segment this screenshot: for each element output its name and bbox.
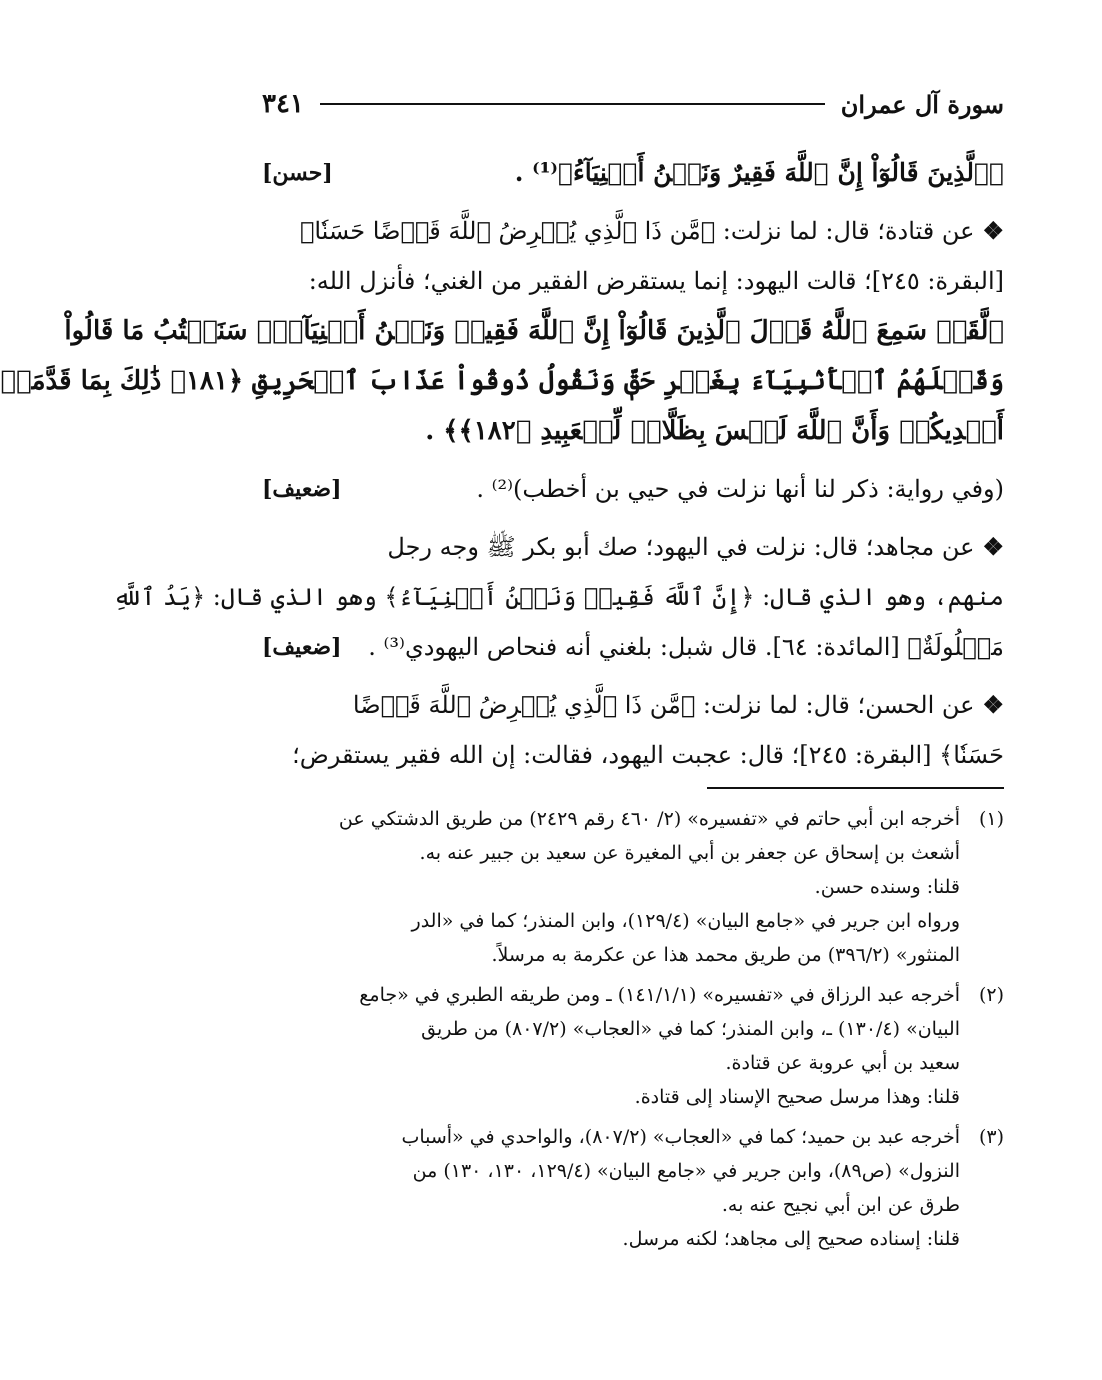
text-line: حَسَنٗا﴾ [البقرة: ٢٤٥]؛ قال: عجبت اليهود، فقالت: إن الله فقير يستقرض؛ [292, 741, 1004, 769]
paragraph-marker-icon: ❖ [982, 532, 1004, 561]
text-line [262, 206, 1004, 256]
footnote-line: البيان» (١٣٠/٤) ـ، وابن المنذر؛ كما في «العجاب» (٨٠٧/٢) من طريق [421, 1018, 960, 1040]
narration-text: (وفي رواية: ذكر لنا أنها نزلت في حيي بن أخطب)⁽²⁾ . [476, 475, 1004, 503]
header-rule [320, 103, 825, 105]
footnote-line: قلنا: إسناده صحيح إلى مجاهد؛ لكنه مرسل. [622, 1228, 960, 1250]
footnote-number: (١) [978, 808, 1004, 830]
text-line [262, 522, 1004, 572]
paragraph-marker-icon: ❖ [982, 690, 1004, 719]
quran-verse: ﴿ٱلَّذِينَ قَالُوٓاْ إِنَّ ٱللَّهَ فَقِيرٌ وَنَحۡنُ أَغۡنِيَآءُ﴾⁽¹⁾ . [514, 158, 1004, 187]
main-text [0, 148, 1004, 780]
footnote-line: (٣) أخرجه عبد بن حميد؛ كما في «العجاب» (٨٠٧/٢)، والواحدي في «أسباب [262, 1120, 1004, 1154]
footnote-number: (٣) [978, 1126, 1004, 1148]
footnote-line: (١) أخرجه ابن أبي حاتم في «تفسيره» (٢/ ٤٦٠ رقم ٢٤٢٩) من طريق الدشتكي عن [262, 802, 1004, 836]
narration-text: عن الحسن؛ قال: لما نزلت: ﴿مَّن ذَا ٱلَّذِي يُقۡرِضُ ٱللَّهَ قَرۡضًا [352, 691, 975, 719]
footnote-line: سعيد بن أبي عروبة عن قتادة. [725, 1052, 960, 1074]
page-header [262, 84, 1004, 124]
footnote-line: ورواه ابن جرير في «جامع البيان» (١٢٩/٤)، وابن المنذر؛ كما في «الدر [411, 910, 960, 932]
text-line [262, 148, 1004, 198]
page-number: ٣٤١ [262, 89, 304, 119]
text-line [262, 464, 1004, 514]
footnote-separator [707, 787, 1004, 789]
footnote-line: قلنا: وسنده حسن. [814, 876, 960, 898]
text-line: منهم، وهو الذي قال: ﴿إِنَّ ٱللَّهَ فَقِيرٞ وَنَحۡنُ أَغۡنِيَآءُ﴾ وهو الذي قال: ﴿يَدُ ٱللَّهِ [113, 583, 1004, 611]
footnote-line: طرق عن ابن أبي نجيح عنه به. [721, 1194, 960, 1216]
footnote-number: (٢) [978, 984, 1004, 1006]
grade-label: [ضعيف] [262, 634, 342, 660]
footnote-line: المنثور» (٣٩٦/٢) من طريق محمد هذا عن عكرمة به مرسلاً. [491, 944, 960, 966]
quran-verse-line: ﴿لَّقَدۡ سَمِعَ ٱللَّهُ قَوۡلَ ٱلَّذِينَ قَالُوٓاْ إِنَّ ٱللَّهَ فَقِيرٞ وَنَحۡنُ أَغۡنِيَآءُۘ سَنَكۡتُبُ مَا قَالُواْ [64, 316, 1004, 346]
grade-label: [حسن] [262, 160, 333, 186]
quran-verse-line: وَقَتۡلَهُمُ ٱلۡأَنۢبِيَآءَ بِغَيۡرِ حَقّٖ وَنَقُولُ ذُوقُواْ عَذَابَ ٱلۡحَرِيقِ ﴿١٨١﴾ ذَٰلِكَ بِمَا قَدَّمَتۡ [0, 366, 1004, 396]
footnotes [262, 802, 1004, 1256]
surah-title: سورة آل عمران [840, 89, 1004, 119]
footnote-line: أشعث بن إسحاق عن جعفر بن أبي المغيرة عن سعيد بن جبير عنه به. [419, 842, 960, 864]
narration-text: مَغۡلُولَةٌ﴾ [المائدة: ٦٤]. قال شبل: بلغني أنه فنحاص اليهودي⁽³⁾ . [368, 633, 1004, 661]
paragraph-marker-icon: ❖ [982, 216, 1004, 245]
grade-label: [ضعيف] [262, 476, 342, 502]
quran-verse-line: أَيۡدِيكُمۡ وَأَنَّ ٱللَّهَ لَيۡسَ بِظَلَّامٖ لِّلۡعَبِيدِ ﴿١٨٢﴾﴾ . [425, 416, 1004, 446]
footnote-line: (٢) أخرجه عبد الرزاق في «تفسيره» (١٤١/١/١) ـ ومن طريقه الطبري في «جامع [262, 978, 1004, 1012]
footnote-line: قلنا: وهذا مرسل صحيح الإسناد إلى قتادة. [634, 1086, 960, 1108]
narration-text: عن قتادة؛ قال: لما نزلت: ﴿مَّن ذَا ٱلَّذِي يُقۡرِضُ ٱللَّهَ قَرۡضًا حَسَنٗا﴾ [299, 217, 975, 245]
text-line: [البقرة: ٢٤٥]؛ قالت اليهود: إنما يستقرض الفقير من الغني؛ فأنزل الله: [308, 267, 1004, 295]
text-line [262, 680, 1004, 730]
text-line [262, 622, 1004, 672]
footnote-line: النزول» (ص٨٩)، وابن جرير في «جامع البيان» (١٢٩/٤، ١٣٠، ١٣٠) من [412, 1160, 960, 1182]
narration-text: عن مجاهد؛ قال: نزلت في اليهود؛ صك أبو بكر ﷺ وجه رجل [387, 533, 975, 561]
